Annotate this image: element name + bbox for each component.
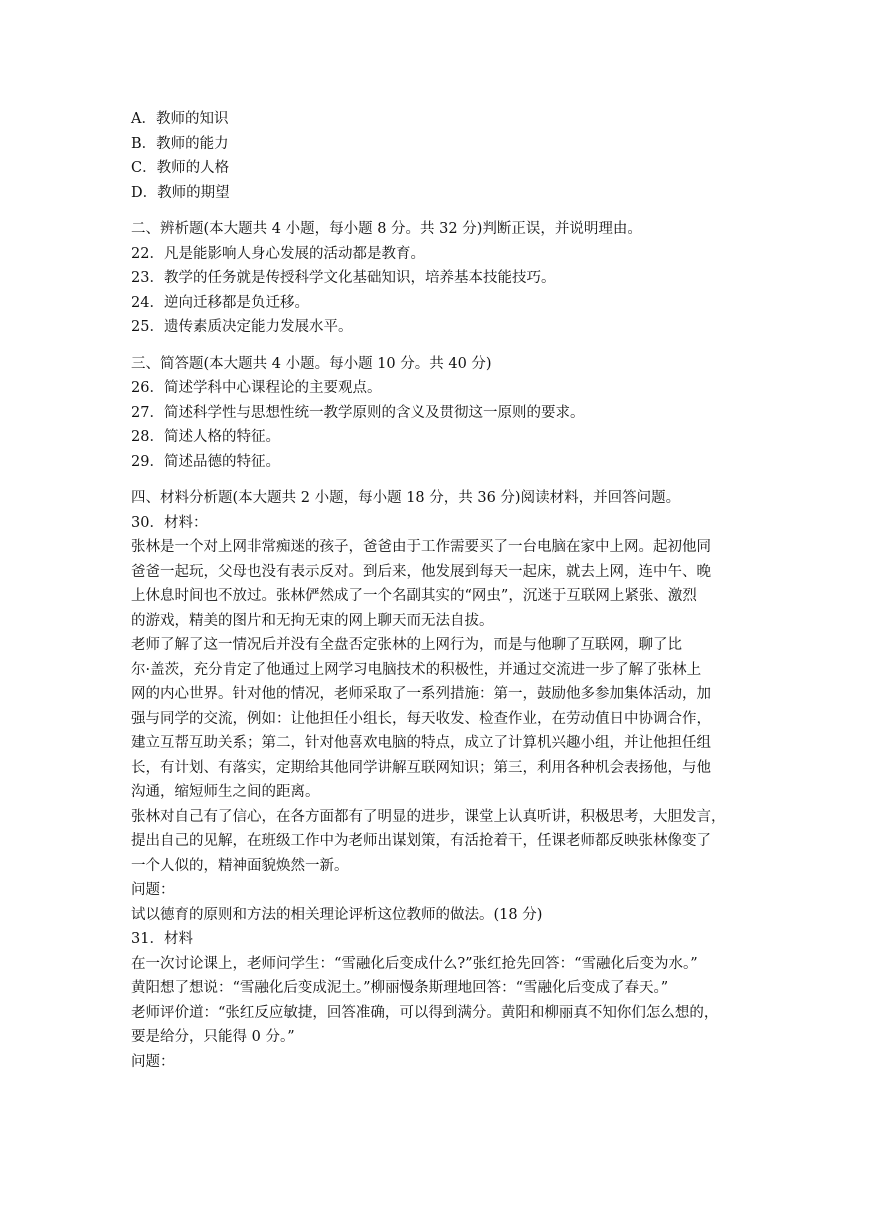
question-24: 24．逆向迁移都是负迁移。 <box>131 294 309 311</box>
q31-question-label: 问题： <box>131 1053 175 1070</box>
q31-material-line: 老师评价道：“张红反应敏捷，回答准确，可以得到满分。黄阳和柳丽真不知你们怎么想的， <box>131 1004 719 1021</box>
q30-material-line: 一个人似的，精神面貌焕然一新。 <box>131 857 349 874</box>
option-a: A．教师的知识 <box>131 111 229 127</box>
q30-material-line: 尔·盖茨，充分肯定了他通过上网学习电脑技术的积极性，并通过交流进一步了解了张林上 <box>131 661 702 678</box>
question-30-label: 30．材料： <box>131 514 208 531</box>
q30-material-line: 强与同学的交流，例如：让他担任小组长，每天收发、检查作业，在劳动值日中协调合作， <box>131 710 711 727</box>
q30-material-line: 张林是一个对上网非常痴迷的孩子，爸爸由于工作需要买了一台电脑在家中上网。起初他同 <box>131 539 711 555</box>
option-d: D．教师的期望 <box>131 184 230 201</box>
document-content <box>131 107 741 1074</box>
q30-question: 试以德育的原则和方法的相关理论评析这位教师的做法。(18 分) <box>131 906 543 923</box>
section2-heading: 二、辨析题(本大题共 4 小题，每小题 8 分。共 32 分)判断正误，并说明理由。 <box>131 221 642 237</box>
question-31-label: 31．材料 <box>131 931 193 947</box>
q30-material-line: 网的内心世界。针对他的情况，老师采取了一系列措施：第一，鼓励他多参加集体活动，加 <box>131 686 711 702</box>
question-27: 27．简述科学性与思想性统一教学原则的含义及贯彻这一原则的要求。 <box>131 404 585 421</box>
q31-material-line: 在一次讨论课上，老师问学生：“雪融化后变成什么?”张红抢先回答：“雪融化后变为水。” <box>131 955 698 972</box>
q30-material-line: 张林对自己有了信心，在各方面都有了明显的进步，课堂上认真听讲，积极思考，大胆发言， <box>131 808 726 825</box>
question-25: 25．遗传素质决定能力发展水平。 <box>131 319 353 335</box>
q30-material-line: 沟通，缩短师生之间的距离。 <box>131 784 320 800</box>
section3-heading: 三、简答题(本大题共 4 小题。每小题 10 分。共 40 分) <box>131 355 492 372</box>
q30-material-line: 老师了解了这一情况后并没有全盘否定张林的上网行为，而是与他聊了互联网，聊了比 <box>131 637 682 653</box>
section4-heading: 四、材料分析题(本大题共 2 小题，每小题 18 分，共 36 分)阅读材料，并回答问题。 <box>131 490 681 506</box>
option-c: C．教师的人格 <box>131 160 230 176</box>
question-26: 26．简述学科中心课程论的主要观点。 <box>131 380 382 396</box>
q30-material-line: 的游戏，精美的图片和无拘无束的网上聊天而无法自拔。 <box>131 612 494 629</box>
question-29: 29．简述品德的特征。 <box>131 453 280 470</box>
option-b: B．教师的能力 <box>131 135 229 152</box>
question-23: 23．教学的任务就是传授科学文化基础知识，培养基本技能技巧。 <box>131 270 556 286</box>
q30-material-line: 长，有计划、有落实，定期给其他同学讲解互联网知识；第三，利用各种机会表扬他，与他 <box>131 759 711 776</box>
q30-question-label: 问题： <box>131 882 175 898</box>
question-28: 28．简述人格的特征。 <box>131 429 280 445</box>
q30-material-line: 上休息时间也不放过。张林俨然成了一个名副其实的“网虫”，沉迷于互联网上紧张、激烈 <box>131 588 697 604</box>
q30-material-line: 建立互帮互助关系；第二，针对他喜欢电脑的特点，成立了计算机兴趣小组，并让他担任组 <box>131 735 711 751</box>
question-22: 22．凡是能影响人身心发展的活动都是教育。 <box>131 245 425 262</box>
q30-material-line: 爸爸一起玩，父母也没有表示反对。到后来，他发展到每天一起床，就去上网，连中午、晚 <box>131 563 711 580</box>
q31-material-line: 要是给分，只能得 0 分。” <box>131 1029 295 1045</box>
q30-material-line: 提出自己的见解，在班级工作中为老师出谋划策，有活抢着干，任课老师都反映张林像变了 <box>131 833 711 849</box>
q31-material-line: 黄阳想了想说：“雪融化后变成泥土。”柳丽慢条斯理地回答：“雪融化后变成了春天。” <box>131 980 669 996</box>
